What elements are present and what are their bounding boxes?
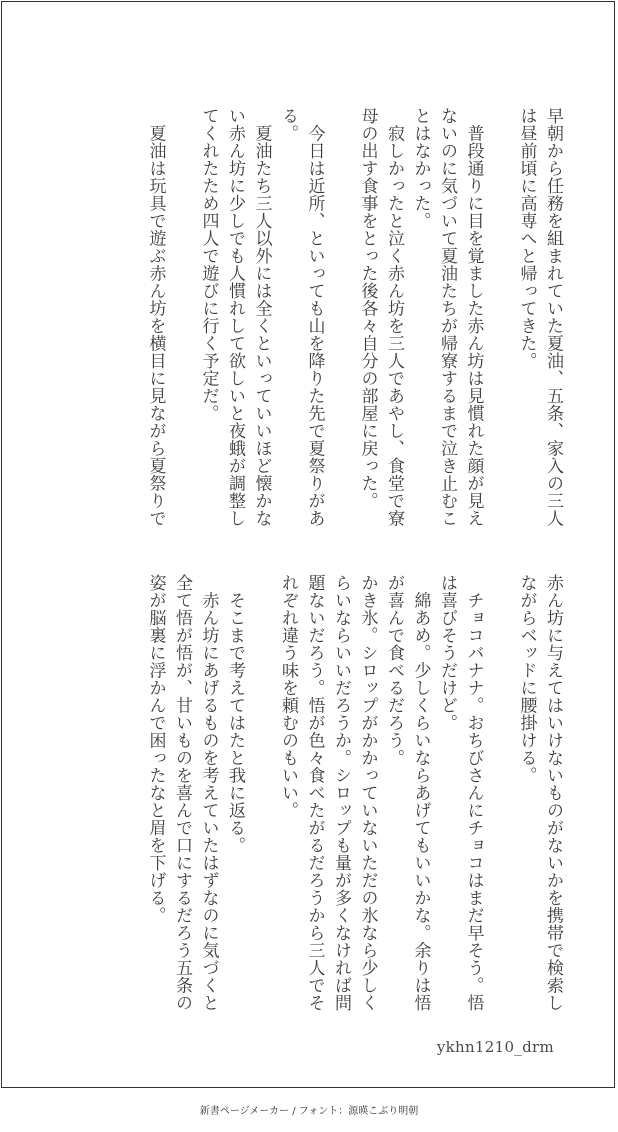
paragraph: チョコバナナ。おちびさんにチョコはまだ早そう。悟は喜びそうだけど。 — [437, 574, 484, 1012]
paragraph: 赤ん坊にあげるものを考えていたはずなのに気づくと全て悟が悟が、甘いものを喜んで口にするだろう五条の姿が脳裏に浮かんで困ったなと眉を下げる。 — [145, 574, 219, 1012]
blank-line — [328, 107, 355, 527]
paragraph: 寂しかったと泣く赤ん坊を三人であやし、食堂で寮母の出す食事をとった後各々自分の部屋に戻った。 — [357, 107, 404, 527]
paragraph: 普段通りに目を覚ました赤ん坊は見慣れた顔が見えないのに気づいて夏油たちが帰寮するまで泣き止むことはなかった。 — [410, 107, 484, 527]
paragraph: 綿あめ。少しくらいならあげてもいいかな。余りは悟が喜んで食べるだろう。 — [384, 574, 431, 1012]
blank-line — [169, 107, 196, 527]
paragraph: 早朝から任務を組まれていた夏油、五条、家入の三人は昼前頃に高専へと帰ってきた。 — [516, 107, 563, 527]
page-frame — [1, 1, 615, 1088]
text-block-upper — [56, 107, 566, 527]
paragraph: 今日は近所、といっても山を降りた先で夏祭りがある。 — [278, 107, 325, 527]
footer-credit: 新書ページメーカー / フォント：源暎こぶり明朝 — [199, 1106, 419, 1117]
paragraph: 赤ん坊に与えてはいけないものがないかを携帯で検索しながらベッドに腰掛ける。 — [516, 574, 563, 1012]
author-watermark: ykhn1210_drm — [436, 1038, 554, 1056]
paragraph: かき氷。シロップがかかっていないただの氷なら少しくらいならいいだろうか。シロップも量が多くなければ問題ないだろう。悟が色々食べたがるだろうから三人でそれぞれ違う味を頼むのもいい。 — [278, 574, 378, 1012]
text-block-lower — [56, 574, 566, 1014]
blank-line — [487, 107, 514, 527]
paragraph: そこまで考えてはたと我に返る。 — [225, 591, 245, 854]
blank-line — [248, 574, 275, 1014]
paragraph: 夏油たち三人以外には全くといっていいほど懐かない赤ん坊に少しでも人慣れして欲しいと夜蛾が調整してくれたため四人で遊びに行く予定だ。 — [198, 107, 272, 527]
blank-line — [487, 574, 514, 1014]
paragraph: 夏油は玩具で遊ぶ赤ん坊を横目に見ながら夏祭りで — [145, 124, 166, 527]
